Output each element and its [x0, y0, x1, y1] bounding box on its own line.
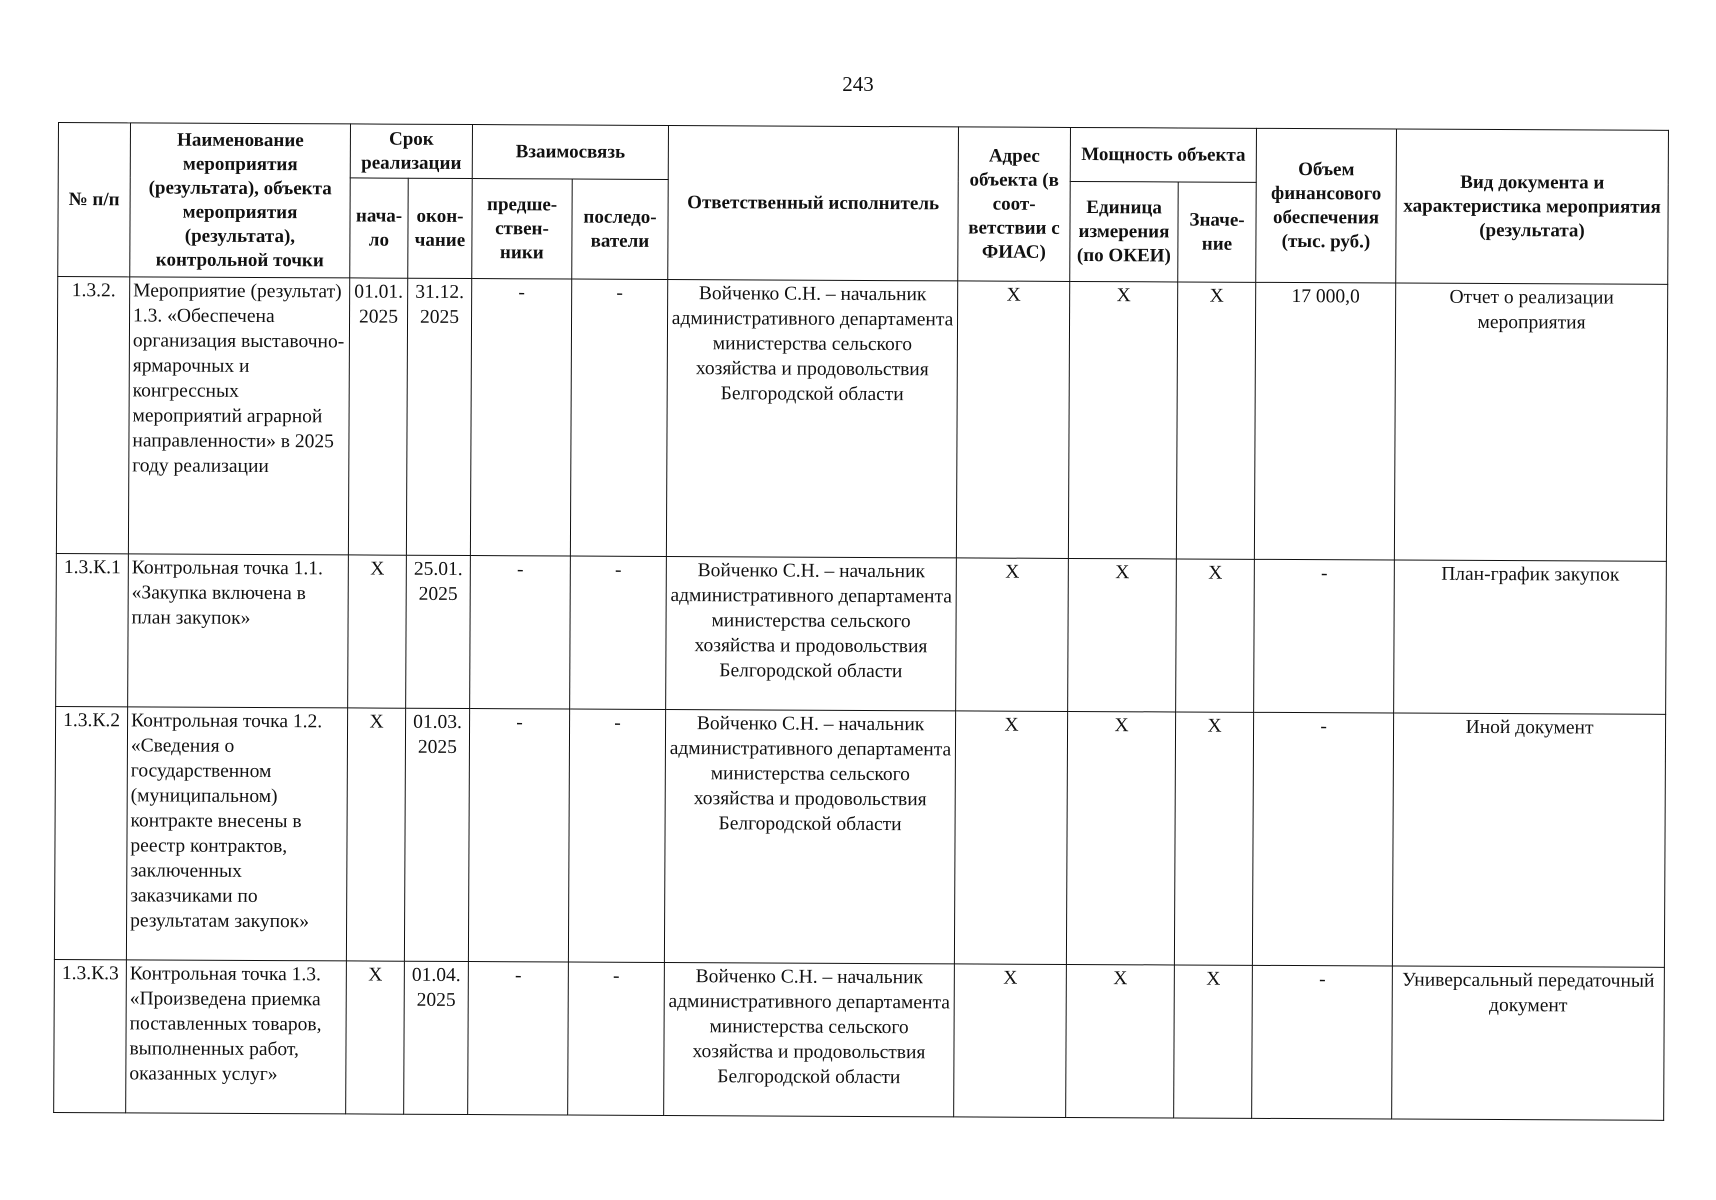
row-end: 01.04. 2025 [404, 961, 469, 1114]
row-responsible: Войченко С.Н. – начальник административного департамента министерства сельского хозяйства и продовольствия Белгородской области [664, 709, 955, 963]
row-start: X [348, 555, 407, 708]
header-relation: Взаимосвязь [472, 125, 668, 180]
header-address: Адрес объекта (в соот-ветствии с ФИАС) [958, 127, 1071, 282]
row-next: - [568, 709, 665, 962]
table-row [54, 706, 1665, 967]
measures-table [53, 122, 1669, 1121]
row-prev: - [470, 556, 571, 709]
row-end: 25.01. 2025 [406, 555, 471, 708]
row-value: X [1174, 712, 1253, 965]
row-unit: X [1068, 281, 1177, 559]
row-value: X [1176, 282, 1255, 559]
row-value: X [1174, 965, 1253, 1118]
row-prev: - [470, 279, 571, 556]
row-end: 01.03. 2025 [404, 708, 469, 961]
header-responsible: Ответственный исполнитель [668, 125, 959, 280]
row-start: X [346, 708, 405, 961]
header-capacity-value: Значе-ние [1178, 182, 1257, 282]
row-next: - [570, 279, 667, 556]
header-capacity: Мощность объекта [1070, 127, 1256, 182]
row-num: 1.3.К.3 [54, 959, 127, 1112]
header-term: Срок реализации [350, 124, 472, 179]
row-start: 01.01. 2025 [348, 278, 407, 555]
header-capacity-unit: Единица измерения (по ОКЕИ) [1070, 181, 1178, 282]
row-unit: X [1068, 558, 1177, 712]
table-row [56, 277, 1667, 562]
row-doc: Универсальный передаточный документ [1392, 966, 1665, 1120]
row-unit: X [1066, 964, 1175, 1118]
row-funding: - [1252, 712, 1393, 966]
header-funding: Объем финансового обеспечения (тыс. руб.) [1256, 128, 1397, 283]
row-doc: Иной документ [1392, 713, 1665, 967]
row-responsible: Войченко С.Н. – начальник административного департамента министерства сельского хозяйства и продовольствия Белгородской области [666, 556, 957, 710]
row-value: X [1176, 559, 1255, 712]
row-address: X [956, 281, 1069, 559]
row-num: 1.3.К.1 [56, 553, 129, 706]
row-address: X [954, 711, 1067, 965]
row-name: Мероприятие (результат) 1.3. «Обеспечена организация выставочно-ярмарочных и конгрессных мероприятий аграрной направленности» в 2025 году реализации [128, 277, 349, 555]
row-responsible: Войченко С.Н. – начальник административного департамента министерства сельского хозяйства и продовольствия Белгородской области [666, 279, 957, 557]
row-end: 31.12. 2025 [406, 278, 471, 555]
header-doc-type: Вид документа и характеристика мероприятия (результата) [1396, 129, 1669, 284]
row-funding: - [1252, 965, 1393, 1119]
row-next: - [568, 962, 665, 1115]
row-prev: - [468, 962, 569, 1115]
table-row [54, 959, 1665, 1120]
row-funding: 17 000,0 [1254, 282, 1395, 560]
row-name: Контрольная точка 1.3. «Произведена приемка поставленных товаров, выполненных работ, оказанных услуг» [126, 960, 347, 1114]
row-address: X [956, 558, 1069, 712]
row-funding: - [1254, 559, 1395, 713]
row-doc: План-график закупок [1394, 560, 1667, 714]
header-relation-next: последо-ватели [572, 179, 669, 279]
row-num: 1.3.К.2 [54, 706, 127, 959]
header-relation-prev: предше-ствен-ники [472, 179, 572, 279]
row-doc: Отчет о реализации мероприятия [1394, 283, 1667, 561]
table-row [56, 553, 1667, 714]
header-num: № п/п [58, 123, 131, 277]
row-prev: - [468, 709, 569, 962]
header-term-end: окон-чание [408, 178, 472, 278]
row-start: X [346, 961, 405, 1114]
row-responsible: Войченко С.Н. – начальник административного департамента министерства сельского хозяйства и продовольствия Белгородской области [664, 962, 955, 1116]
page-number: 243 [842, 72, 874, 96]
row-next: - [570, 556, 667, 709]
row-name: Контрольная точка 1.1. «Закупка включена в план закупок» [128, 554, 349, 708]
row-unit: X [1066, 711, 1175, 965]
row-name: Контрольная точка 1.2. «Сведения о государственном (муниципальном) контракте внесены в реестр контрактов, заключенных заказчиками по результатам закупок» [126, 707, 347, 961]
row-address: X [954, 964, 1067, 1118]
header-name: Наименование мероприятия (результата), объекта мероприятия (результата), контрольной точки [130, 123, 351, 278]
header-term-start: нача-ло [350, 178, 408, 278]
table-header [58, 123, 1669, 285]
row-num: 1.3.2. [56, 277, 129, 554]
